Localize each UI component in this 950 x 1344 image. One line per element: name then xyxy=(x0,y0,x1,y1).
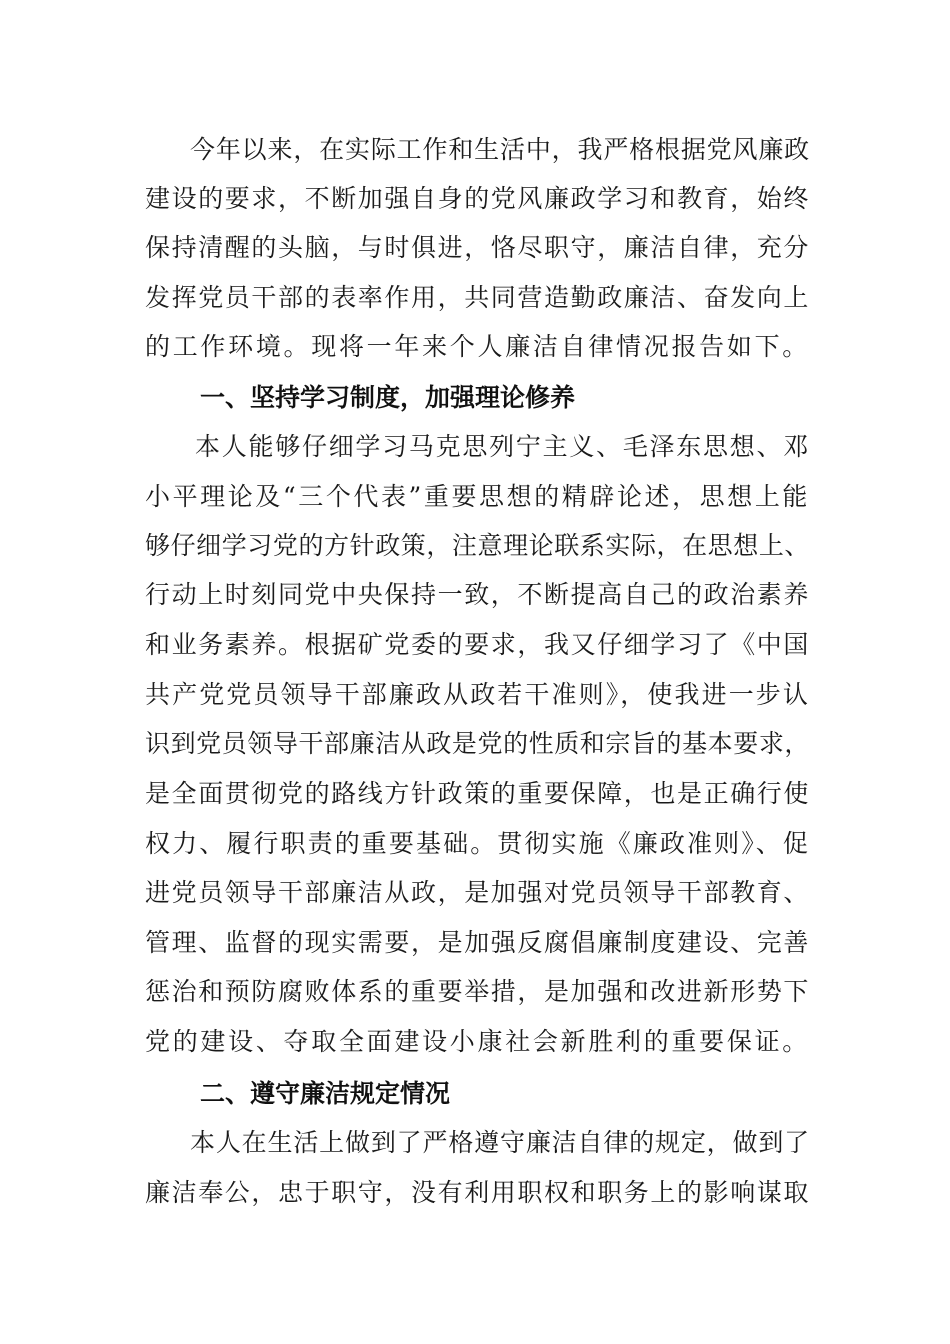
paragraph-line: 管理、监督的现实需要，是加强反腐倡廉制度建设、完善 xyxy=(145,928,810,957)
paragraph-line: 行动上时刻同党中央保持一致，不断提高自己的政治素养 xyxy=(145,580,810,609)
paragraph-line: 是全面贯彻党的路线方针政策的重要保障，也是正确行使 xyxy=(145,779,810,808)
paragraph-line: 本人在生活上做到了严格遵守廉洁自律的规定，做到了 xyxy=(190,1128,810,1157)
section-heading-1: 一、坚持学习制度，加强理论修养 xyxy=(200,383,576,412)
paragraph-line: 惩治和预防腐败体系的重要举措，是加强和改进新形势下 xyxy=(145,977,810,1006)
paragraph-line: 廉洁奉公，忠于职守，没有利用职权和职务上的影响谋取 xyxy=(145,1178,810,1207)
paragraph-line: 党的建设、夺取全面建设小康社会新胜利的重要保证。 xyxy=(145,1027,810,1056)
paragraph-line: 建设的要求，不断加强自身的党风廉政学习和教育，始终 xyxy=(145,184,810,213)
paragraph-line: 识到党员领导干部廉洁从政是党的性质和宗旨的基本要求， xyxy=(145,729,810,758)
paragraph-line: 小平理论及“三个代表”重要思想的精辟论述，思想上能 xyxy=(145,482,810,511)
paragraph-line: 够仔细学习党的方针政策，注意理论联系实际，在思想上、 xyxy=(145,531,810,560)
paragraph-line: 进党员领导干部廉洁从政，是加强对党员领导干部教育、 xyxy=(145,878,810,907)
section-heading-2: 二、遵守廉洁规定情况 xyxy=(200,1079,451,1108)
paragraph-line: 和业务素养。根据矿党委的要求，我又仔细学习了《中国 xyxy=(145,630,810,659)
paragraph-line: 本人能够仔细学习马克思列宁主义、毛泽东思想、邓 xyxy=(195,432,810,461)
paragraph-line: 今年以来，在实际工作和生活中，我严格根据党风廉政 xyxy=(190,135,810,164)
paragraph-line: 发挥党员干部的表率作用，共同营造勤政廉洁、奋发向上 xyxy=(145,283,810,312)
paragraph-line: 共产党党员领导干部廉政从政若干准则》，使我进一步认 xyxy=(145,680,810,709)
paragraph-line: 保持清醒的头脑，与时俱进，恪尽职守，廉洁自律，充分 xyxy=(145,233,810,262)
paragraph-line: 权力、履行职责的重要基础。贯彻实施《廉政准则》、促 xyxy=(145,829,810,858)
paragraph-line: 的工作环境。现将一年来个人廉洁自律情况报告如下。 xyxy=(145,332,810,361)
